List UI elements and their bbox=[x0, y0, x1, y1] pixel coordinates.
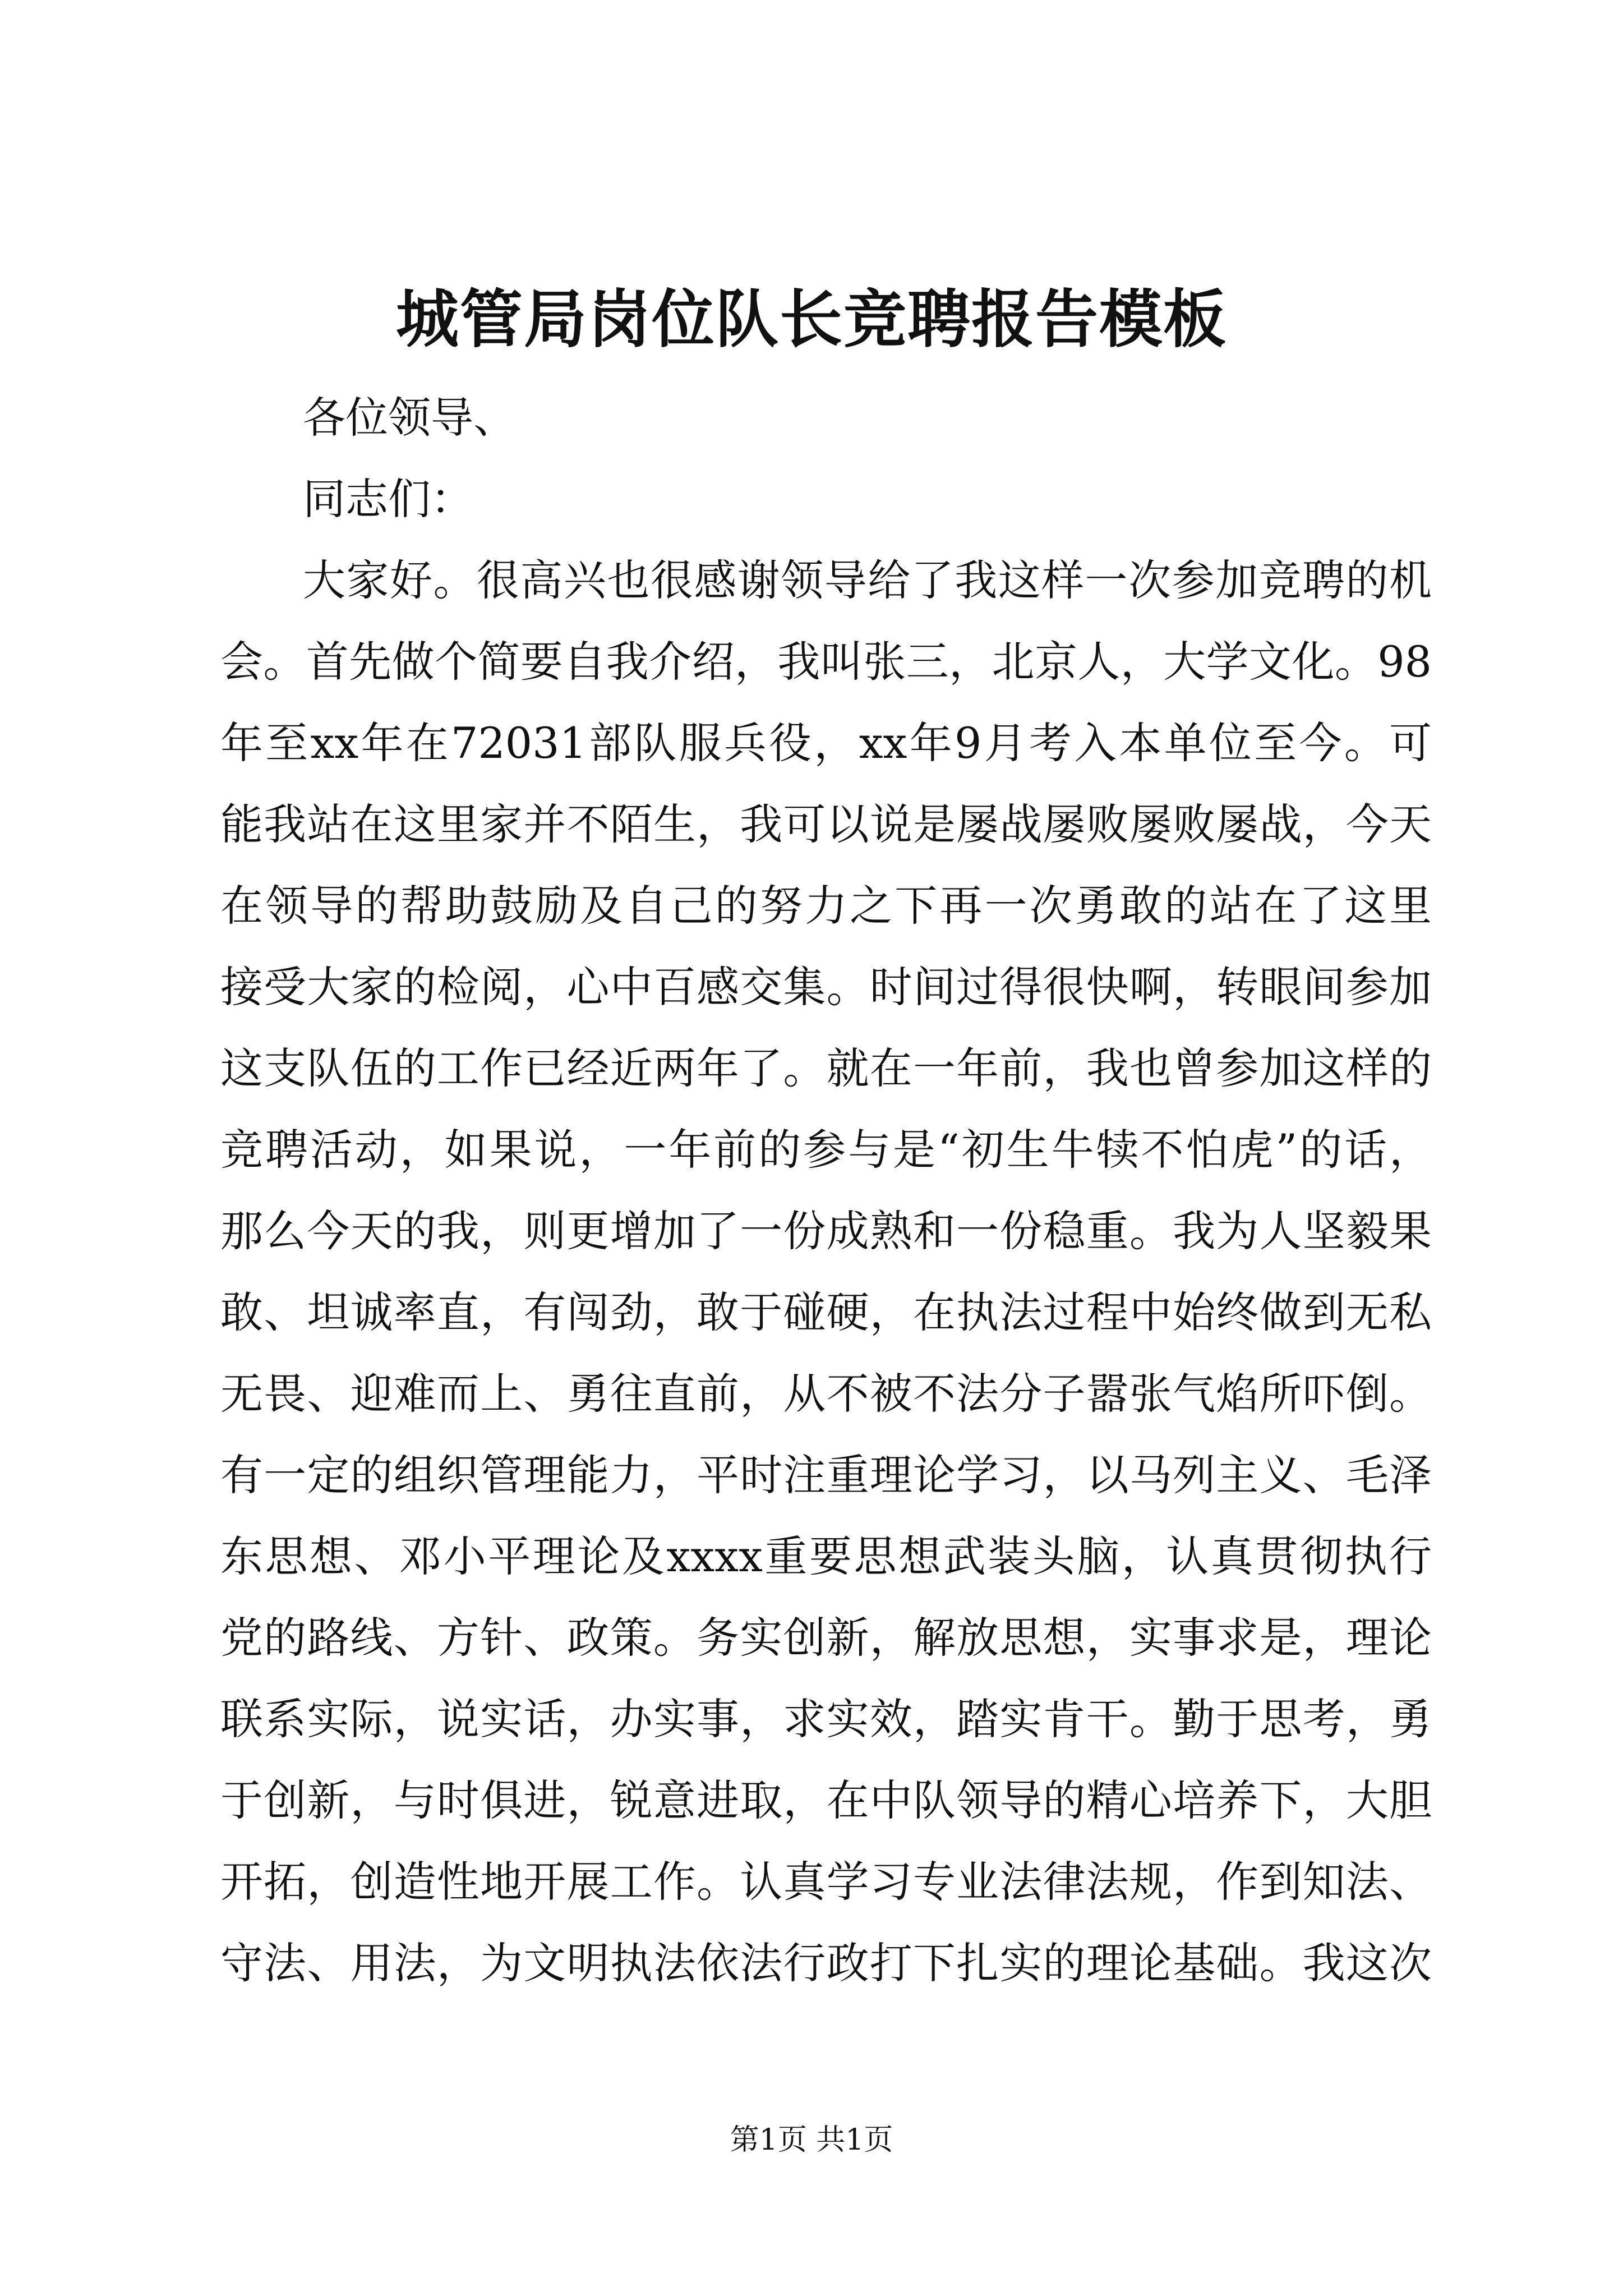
salutation-comrades: 同志们： bbox=[303, 474, 473, 524]
body-line: 这支队伍的工作已经近两年了。就在一年前，我也曾参加这样的 bbox=[220, 1043, 1432, 1093]
body-line: 无畏、迎难而上、勇往直前，从不被不法分子嚣张气焰所吓倒。 bbox=[220, 1369, 1432, 1419]
body-line: 能我站在这里家并不陌生，我可以说是屡战屡败屡败屡战，今天 bbox=[220, 799, 1432, 849]
body-line: 大家好。很高兴也很感谢领导给了我这样一次参加竞聘的机 bbox=[303, 555, 1432, 605]
body-line: 守法、用法，为文明执法依法行政打下扎实的理论基础。我这次 bbox=[220, 1938, 1432, 1988]
body-line: 敢、坦诚率直，有闯劲，敢于碰硬，在执法过程中始终做到无私 bbox=[220, 1287, 1432, 1337]
body-line: 开拓，创造性地开展工作。认真学习专业法律法规，作到知法、 bbox=[220, 1857, 1432, 1907]
body-line: 在领导的帮助鼓励及自己的努力之下再一次勇敢的站在了这里 bbox=[220, 881, 1432, 931]
body-line: 竞聘活动，如果说，一年前的参与是“初生牛犊不怕虎”的话， bbox=[220, 1125, 1432, 1175]
body-line: 党的路线、方针、政策。务实创新，解放思想，实事求是，理论 bbox=[220, 1613, 1432, 1663]
body-line: 接受大家的检阅，心中百感交集。时间过得很快啊，转眼间参加 bbox=[220, 962, 1432, 1012]
page-footer: 第1页 共1页 bbox=[730, 2123, 893, 2157]
body-line: 年至xx年在72031部队服兵役，xx年9月考入本单位至今。可 bbox=[220, 718, 1432, 768]
body-line: 会。首先做个简要自我介绍，我叫张三，北京人，大学文化。98 bbox=[220, 637, 1432, 687]
body-line: 有一定的组织管理能力，平时注重理论学习，以马列主义、毛泽 bbox=[220, 1450, 1432, 1500]
body-line: 东思想、邓小平理论及xxxx重要思想武装头脑，认真贯彻执行 bbox=[220, 1531, 1432, 1581]
body-line: 那么今天的我，则更增加了一份成熟和一份稳重。我为人坚毅果 bbox=[220, 1206, 1432, 1256]
body-line: 联系实际，说实话，办实事，求实效，踏实肯干。勤于思考，勇 bbox=[220, 1694, 1432, 1744]
body-line: 于创新，与时俱进，锐意进取，在中队领导的精心培养下，大胆 bbox=[220, 1775, 1432, 1825]
document-title: 城管局岗位队长竞聘报告模板 bbox=[396, 283, 1227, 356]
salutation-leaders: 各位领导、 bbox=[303, 393, 516, 443]
